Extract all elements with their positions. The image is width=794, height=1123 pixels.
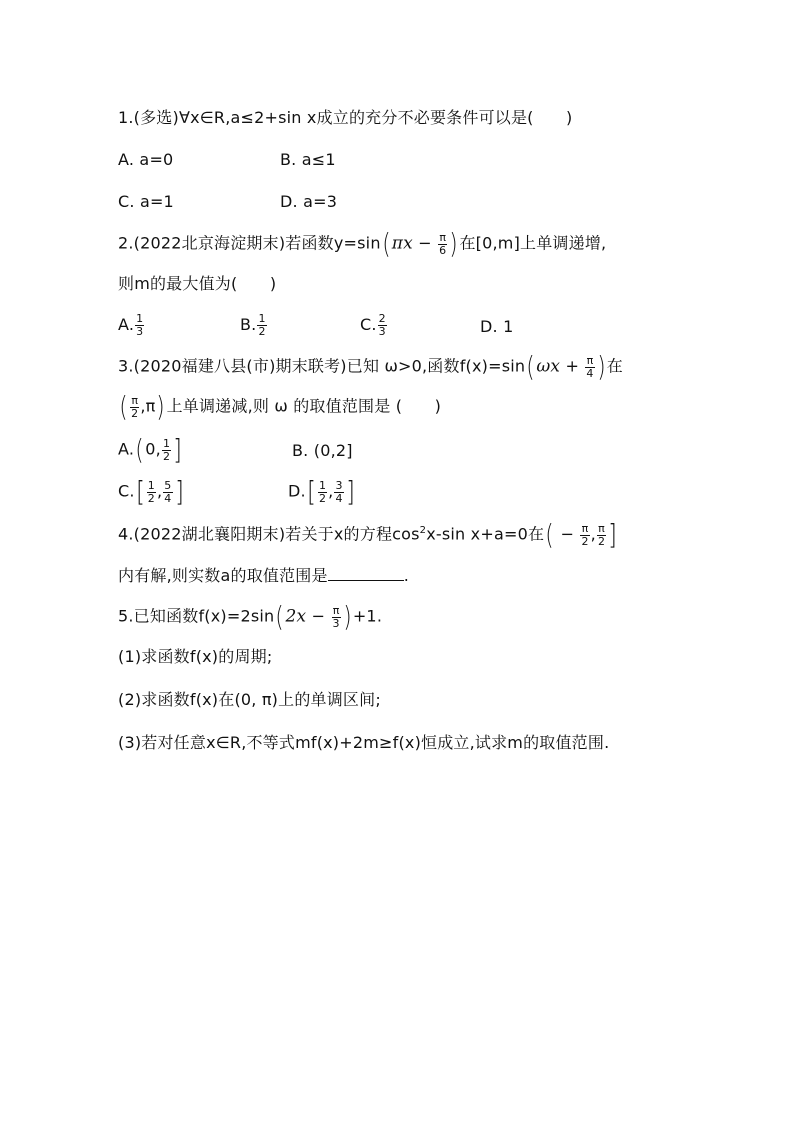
q2-b-num: 1	[258, 312, 266, 325]
q5-stem	[118, 600, 383, 633]
q3-d-left-bracket: [	[306, 475, 316, 508]
q2-a-fraction	[135, 313, 144, 338]
q3-prefix: 3.(2020福建八县(市)期末联考)已知 ω>0,函数f(x)=sin	[118, 356, 526, 376]
q3-omega-x: ωx	[536, 356, 561, 377]
q3-c-label: C.	[118, 481, 135, 501]
q3-c-den1: 2	[147, 491, 155, 505]
q3-line2-suffix: 上单调递减,则 ω 的取值范围是 ( )	[166, 396, 442, 416]
q5-minus: −	[306, 606, 331, 626]
q2-option-c	[360, 313, 388, 338]
q3-d-den2: 4	[335, 491, 343, 505]
q3-d-fraction1	[318, 480, 327, 505]
q3-c-fraction2	[163, 480, 172, 505]
q3-a-right-bracket: ]	[173, 433, 183, 466]
q3-c-left-bracket: [	[135, 475, 145, 508]
q4-fraction2	[597, 523, 606, 548]
q1-option-c: C. a=1	[118, 192, 174, 211]
q2-pi-x: πx	[391, 233, 413, 254]
q4-answer-blank[interactable]	[328, 566, 404, 581]
q2-fraction	[438, 232, 447, 257]
q3-interval-left-paren: (	[119, 390, 128, 423]
q3-right-paren: )	[597, 350, 606, 383]
q4-stem: 4.(2022湖北襄阳期末)若关于x的方程$\cos^2x-\sin$ x+a=0在( − $\frac{\pi}{2}$ , $\frac{\pi}{2}$ ]	[118, 518, 618, 551]
q2-frac-num: π	[439, 230, 447, 244]
q2-option-d: D. 1	[480, 317, 514, 336]
q2-frac-den: 6	[439, 243, 447, 257]
q3-c-den2: 4	[164, 491, 172, 505]
q2-stem	[118, 227, 607, 260]
q2-b-label: B.	[240, 315, 257, 334]
q1-stem: 1.(多选)∀x∈R,a≤2+sin x成立的充分不必要条件可以是( )	[118, 108, 573, 127]
q3-fraction	[585, 355, 594, 380]
q2-a-num: 1	[136, 312, 144, 325]
q4-prefix: 4.(2022湖北襄阳期末)若关于x的方程cos	[118, 524, 420, 544]
q4-den2: 2	[597, 534, 606, 548]
q4-line2	[118, 565, 409, 587]
q3-a-num: 1	[162, 436, 171, 450]
q4-mid: x-sin x+a=0在	[426, 524, 545, 544]
q3-a-fraction	[162, 438, 171, 463]
q2-left-paren: (	[382, 227, 391, 260]
q5-part2: (2)求函数f(x)在(0, π)上的单调区间;	[118, 690, 381, 709]
q3-interval-den: 2	[131, 406, 139, 420]
q5-frac-num: π	[332, 603, 340, 617]
q3-c-num2: 5	[164, 478, 172, 492]
q3-c-num1: 1	[147, 478, 155, 492]
q3-option-c: C.[ $\frac{1}{2}$ , $\frac{5}{4}$ ]	[118, 475, 184, 508]
q3-a-label: A.	[118, 439, 135, 459]
q5-right-paren: )	[343, 600, 352, 633]
q4-left-paren: (	[545, 518, 554, 551]
q3-a-left-paren: (	[135, 433, 144, 466]
q2-a-den: 3	[136, 325, 144, 338]
q3-d-num1: 1	[318, 478, 327, 492]
q1-option-a: A. a=0	[118, 150, 174, 169]
q2-c-den: 3	[378, 325, 386, 338]
q2-b-fraction	[257, 313, 266, 338]
q2-c-num: 2	[378, 312, 386, 325]
q3-line2	[118, 390, 442, 423]
q4-num2: π	[598, 521, 605, 535]
q2-c-fraction	[378, 313, 387, 338]
q5-part3: (3)若对任意x∈R,不等式mf(x)+2m≥f(x)恒成立,试求m的取值范围.	[118, 733, 610, 752]
q5-frac-den: 3	[332, 616, 340, 630]
q2-option-b	[240, 313, 268, 338]
q5-part1: (1)求函数f(x)的周期;	[118, 647, 273, 666]
q3-suffix: 在	[606, 356, 623, 376]
q3-c-right-bracket: ]	[174, 475, 184, 508]
q2-minus: −	[412, 233, 438, 253]
q5-fraction	[332, 605, 341, 630]
q3-interval-mid: ,π	[140, 396, 156, 416]
q3-option-d: D.[ $\frac{1}{2}$ , $\frac{3}{4}$ ]	[288, 475, 355, 508]
q3-d-den1: 2	[318, 491, 327, 505]
q3-option-b: B. (0,2]	[292, 441, 353, 460]
q3-frac-num: π	[586, 353, 594, 367]
q3-frac-den: 4	[586, 366, 594, 380]
q4-minus: −	[555, 524, 580, 544]
q2-b-den: 2	[258, 325, 266, 338]
q3-a-mid: 0,	[145, 439, 161, 459]
q4-line2-suffix: .	[403, 566, 409, 585]
q2-c-label: C.	[360, 315, 377, 334]
q4-den1: 2	[581, 534, 589, 548]
q5-prefix: 5.已知函数f(x)=2sin	[118, 606, 275, 626]
q4-line2-prefix: 内有解,则实数a的取值范围是	[118, 566, 328, 585]
q2-prefix: 2.(2022北京海淀期末)若函数y=sin	[118, 233, 381, 253]
q3-interval-right-paren: )	[156, 390, 166, 423]
q4-sup: 2	[419, 525, 427, 537]
q5-suffix: +1.	[352, 606, 383, 626]
q5-left-paren: (	[275, 600, 285, 633]
q2-line2: 则m的最大值为( )	[118, 274, 277, 293]
q3-plus: +	[560, 356, 585, 376]
q2-option-a	[118, 313, 145, 338]
q1-option-b: B. a≤1	[280, 150, 336, 169]
q3-stem	[118, 350, 623, 383]
q3-d-label: D.	[288, 481, 306, 501]
q3-d-right-bracket: ]	[345, 475, 355, 508]
q3-a-den: 2	[162, 449, 171, 463]
q3-interval-num: π	[131, 393, 139, 407]
q3-left-paren: (	[526, 350, 535, 383]
q3-d-fraction2	[334, 480, 343, 505]
q1-option-d: D. a=3	[280, 192, 338, 211]
q3-interval-fraction	[130, 395, 139, 420]
q3-d-num2: 3	[335, 478, 343, 492]
q2-right-paren: )	[449, 227, 459, 260]
q4-right-bracket: ]	[608, 518, 618, 551]
q3-option-a	[118, 433, 183, 466]
q3-c-fraction1	[147, 480, 156, 505]
q4-fraction1	[580, 523, 589, 548]
q5-two-x: 2x	[285, 606, 307, 627]
q2-a-label: A.	[118, 315, 135, 334]
q2-suffix: 在[0,m]上单调递增,	[459, 233, 607, 253]
q4-num1: π	[581, 521, 589, 535]
